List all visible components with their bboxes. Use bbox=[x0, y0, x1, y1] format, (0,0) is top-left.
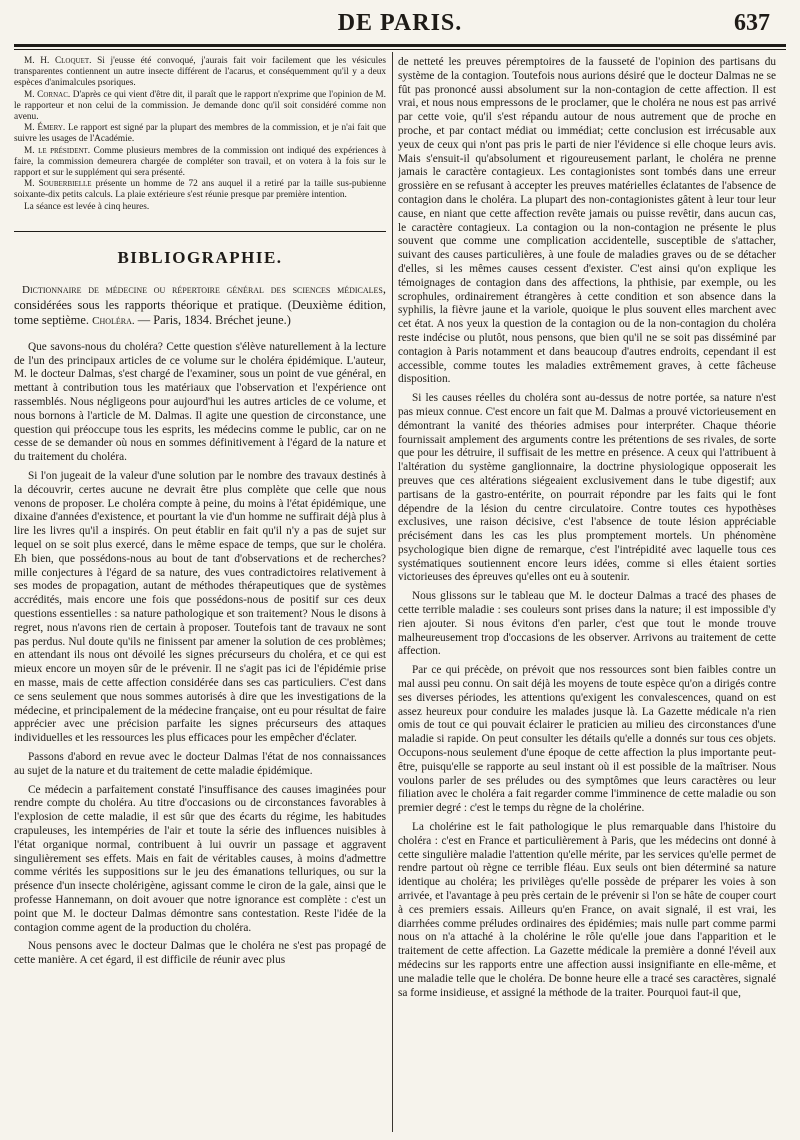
article-paragraph: Passons d'abord en revue avec le docteur Dalmas l'état de nos connaissances au sujet de la nature et du traitement de cette maladie épidémique. bbox=[14, 750, 386, 777]
page-header bbox=[14, 0, 786, 44]
minutes-text: Si j'eusse été convoqué, j'aurais fait voir facilement que les vésicules transparentes contiennent un autre insecte différent de l'acarus, et conséquemment qu'il y a deux espèces d'animalcules psoriques. bbox=[14, 56, 386, 89]
header-rule-thick bbox=[14, 44, 786, 47]
speaker-name: M. Cornac. bbox=[24, 89, 71, 100]
minutes-paragraph bbox=[14, 179, 386, 201]
article-paragraph: Si l'on jugeait de la valeur d'une solution par le nombre des travaux destinés à la découvrir, certes aucune ne devrait être plus complète que celle que nous venons de proposer. Le choléra compte à peine, du moins à l'état épidémique, une dixaine d'années d'existence, et pourtant la vie d'un homme ne suffirait déjà plus à lire les livres qu'il a inspirés. On peut établir en fait qu'il n'y a pas de sujet sur lequel on se soit plus exercé, dans le même espace de temps, que sur le choléra. Eh bien, que possédons-nous au bout de tant d'observations et de recherches? mille conjectures à l'égard de sa nature, des vues contradictoires relativement à ses modes de propagation, autant de méthodes thérapeutiques que de systèmes accrédités, mais encore une fois que possédons-nous de positif sur ces deux questions essentielles : sa nature pathologique et son traitement? Nous le disons à regret, nous n'avons rien de certain à proposer. Toutefois tant de travaux ne sont pas perdus. Nul doute qu'ils ne finissent par amener la solution de ces problèmes; en attendant ils nous ont dévoilé les signes précurseurs du choléra, et ce qui est mieux encore un moyen sûr de le prévenir. Il ne s'agit pas ici de l'épidémie prise en masse, mais de cette affection considérée dans ses cas particuliers. C'est dans ce sens seulement que nous sommes autorisés à dire que les investigations de la médecine, et principalement de la médecine française, ont eu pour résultat de faire apprécier avec une précision parfaite les signes précurseurs des attaques individuelles et les ressources les plus efficaces pour les empêcher d'éclater. bbox=[14, 470, 386, 745]
minutes-paragraph bbox=[14, 90, 386, 124]
header-rule-thin bbox=[14, 49, 786, 50]
minutes-paragraph bbox=[14, 146, 386, 180]
section-separator bbox=[14, 231, 386, 232]
speaker-name: M. Émery. bbox=[24, 123, 66, 134]
section-title: BIBLIOGRAPHIE. bbox=[117, 247, 283, 267]
speaker-name: M. le président. bbox=[24, 145, 91, 156]
book-topic: Choléra. bbox=[92, 314, 135, 327]
minutes-text: présente un homme de 72 ans auquel il a retiré par la taille sus-pubienne soixante-dix petits calculs. La plaie extérieure s'est réunie presque par première intention. bbox=[14, 179, 386, 201]
minutes-text: D'après ce qui vient d'être dit, il paraît que le rapport n'exprime que l'opinion de M. le rapporteur et non celui de la commission. Je demande donc qu'il soit considéré comme non avenu. bbox=[14, 89, 386, 123]
article-paragraph: Par ce qui précède, on prévoit que nos ressources sont bien faibles contre un mal aussi peu connu. On sait déjà les moyens de toute espèce qu'on a dirigés contre ses diverses périodes, les attentions qu'exigent les convalescences, quand on est assez heureux pour conduire les malades jusque là. La Gazette médicale n'a rien omis de tout ce qui pouvait éclairer le praticien au milieu des circonstances d'une maladie si rapide. On peut consulter les détails qu'elle a donnés sur tous ces objets. Occupons-nous seulement d'une époque de cette affection la plus importante peut-être, puisqu'elle se rapporte au seul instant où il est possible de la maîtriser. Nous voulons parler de ses préludes ou des symptômes que leurs caractères ou leur filiation avec le choléra a fait regarder comme l'imminence de cette maladie ou son premier degré : c'est le temps du règne de la cholérine. bbox=[398, 664, 776, 815]
article-paragraph: Nous pensons avec le docteur Dalmas que le choléra ne s'est pas propagé de cette manière. A cet égard, il est difficile de réunir avec plus bbox=[14, 940, 386, 967]
right-article-body bbox=[398, 56, 776, 1000]
article-paragraph: de netteté les preuves péremptoires de la fausseté de l'opinion des partisans du système de la contagion. Toutefois nous aurions désiré que le docteur Dalmas ne se fût pas prononcé aussi absolument sur la non-contagion de cette affection. Il est vrai, et nous nous empressons de le proclamer, que le choléra ne nous est pas arrivé par cette voie, qu'il s'est répandu autour de nous autrement que de proche en proche, et par contact médiat ou immédiat; cette conclusion est irrécusable aux yeux de ceux qui n'ont pas pris le parti de nier l'évidence si elle choque leurs avis. Mais s'ensuit-il qu'absolument et rigoureusement parlant, le choléra ne prenne jamais le caractère contagieux. Les contagionistes sont tombés dans une erreur grossière en se refusant à accepter les preuves matérielles éclatantes de l'absence de contagion dans le choléra. La plupart des non-contagionistes gâtent à leur tour leur cause, en niant que cette affection revête jamais ou puisse revêtir, dans aucun cas, le caractère contagieux. La contagion ou la non-contagion ne présente le plus souvent que comme une complication accidentelle, susceptible de s'attacher, suivant des causes particulières, à une foule de maladies graves ou de se détacher d'elles, si les mêmes causes cessent d'exister. C'est ainsi qu'on explique les témoignages de contagion dans des affections, la phthisie, par exemple, ou les scrophules, ordinairement étrangères à cette condition et son absence dans la syphilis, la fièvre jaune et la variole, quoique le plus souvent elles marchent avec cet état. A nos yeux la question de la contagion ou de la non-contagion du choléra reste indécise ou plutôt, nous pensons, que bien qu'il ne se soit pas disséminé par contagion à Paris notamment et dans beaucoup d'autres endroits, cependant il est accessible, comme toutes les maladies extrêmement graves, à cette fâcheuse disposition. bbox=[398, 56, 776, 386]
session-minutes bbox=[14, 56, 386, 213]
left-article-body bbox=[14, 341, 386, 968]
speaker-name: M. H. Cloquet. bbox=[24, 56, 92, 66]
column-divider bbox=[392, 52, 393, 1132]
minutes-paragraph bbox=[14, 56, 386, 90]
running-title: DE PARIS. bbox=[337, 10, 463, 36]
left-column bbox=[14, 56, 386, 1136]
article-paragraph: Que savons-nous du choléra? Cette question s'élève naturellement à la lecture de l'un des principaux articles de ce volume sur le choléra épidémique. L'auteur, M. le docteur Dalmas, s'est chargé de l'examiner, sous un point de vue général, en mettant à contribution tous les matériaux que l'observation et l'expérience ont rassemblés. Nous négligeons pour aujourd'hui les autres articles de ce volume, et nous bornons à l'article de M. Dalmas. Il agite une question de circonstance, une question qui préoccupe tous les esprits, les médecins comme le public, car on ne cesse de se demander où nous en sommes définitivement à l'égard de la nature et du traitement du choléra. bbox=[14, 340, 386, 464]
article-paragraph: Si les causes réelles du choléra sont au-dessus de notre portée, sa nature n'est pas mieux connue. C'est encore un fait que M. Dalmas a prouvé victorieusement en démontrant la vanité des théories admises pour interpréter. Chaque théorie fournissait amplement des arguments contre les prétentions de ses rivales, de sorte que pour les détruire, il suffisait de les mettre en présence. A ceux qui l'attribuent à l'altération du système ganglionnaire, la doctrine physiologique opposerait les preuves que ces altérations siégeaient exclusivement dans le tube digestif; aux partisans de la gastro-entérite, on pourrait répondre par les faits qui le font dépendre de la lésion du centre circulatoire. Contre toutes ces hypothèses exclusives, une raison décisive, c'est l'absence de toute lésion appréciable précisément dans les cas les plus promptement mortels. Un phénomène psychologique bien digne de remarque, c'est l'intrépidité avec laquelle tous ces systématiques soutiennent encore leurs idées, comme si elles étaient sorties victorieuses des épreuves qu'elles ont eu à soutenir. bbox=[398, 392, 776, 584]
article-paragraph: Nous glissons sur le tableau que M. le docteur Dalmas a tracé des phases de cette terrible maladie : ses couleurs sont prises dans la nature; il est impossible d'y rien ajouter. Si nous évitons d'en parler, c'est que tout le monde trouve malheureusement trop d'occasions de les observer. Arrivons au traitement de cette affection. bbox=[398, 590, 776, 658]
minutes-text: Le rapport est signé par la plupart des membres de la commission, et je n'ai fait que suivre les usages de l'Académie. bbox=[14, 123, 386, 145]
book-title: Dictionnaire de médecine ou répertoire général des sciences médicales bbox=[22, 283, 383, 296]
minutes-text: Comme plusieurs membres de la commission ont indiqué des expériences à faire, la commission demeurera chargée de compléter son travail, et on votera à la fois sur le rapport et sur le supplément qui sera présenté. bbox=[14, 145, 386, 179]
minutes-text: La séance est levée à cinq heures. bbox=[24, 201, 150, 212]
page-number: 637 bbox=[734, 10, 770, 36]
book-reference bbox=[14, 282, 386, 329]
book-subtitle: , considérées sous les rapports théorique et pratique. (Deuxième édition, tome septième. bbox=[14, 281, 386, 327]
article-paragraph: Ce médecin a parfaitement constaté l'insuffisance des causes imaginées pour rendre compte du choléra. Au titre d'occasions ou de circonstances favorables à l'explosion de cette maladie, il est sûr que des écarts du régime, les habitudes crapuleuses, les intempéries de l'air et toute la série des influences nuisibles à l'état organique normal, contribuent à lui ouvrir un passage et aggravent singulièrement ses effets. Mais en fait de véritables causes, à moins d'admettre comme vérités les suppositions sur le jeu des émanations telluriques, ou sur la présence d'un insecte cholérigène, agissant comme le ciron de la gale, ainsi que le professe Hannemann, on doit avouer que notre ignorance est complète : c'est un point que M. le docteur Dalmas démontre sans contestation. Reste l'idée de la contagion comme agent de la production du choléra. bbox=[14, 783, 386, 934]
minutes-paragraph bbox=[14, 123, 386, 145]
book-publisher: — Paris, 1834. Bréchet jeune.) bbox=[134, 312, 291, 327]
minutes-paragraph bbox=[14, 202, 386, 213]
speaker-name: M. Souberbielle bbox=[24, 179, 92, 190]
right-column bbox=[398, 56, 776, 1136]
article-paragraph: La cholérine est le fait pathologique le plus remarquable dans l'histoire du choléra : c'est en France et particulièrement à Paris, que les médecins ont donné à cette singulière maladie l'attention qu'elle mérite, par les services qu'elle permet de rendre partout où règne ce terrible fléau. Eux seuls ont bien déterminé sa nature identique au choléra; les privilèges qu'elle possède de préparer les voies à son arrivée, et l'avantage à peu près certain de le prévenir si l'on se hâte de couper court à ces premiers essais. Ailleurs qu'en France, on avait signalé, il est vrai, les diarrhées comme préludes ordinaires des épidémies; mais nulle part comme parmi nous on n'a attaché à la cholérine le rôle qu'elle joue dans l'apparition et le traitement de cette affection. La Gazette médicale la première a donné l'éveil aux médecins sur les rapports entre une affection aussi insignifiante en elle-même, et une maladie telle que le choléra. De bonne heure elle a tracé ses caractères, signalé sa forme insidieuse, et assigné la méthode de la traiter. Pourquoi faut-il que, bbox=[398, 821, 776, 999]
